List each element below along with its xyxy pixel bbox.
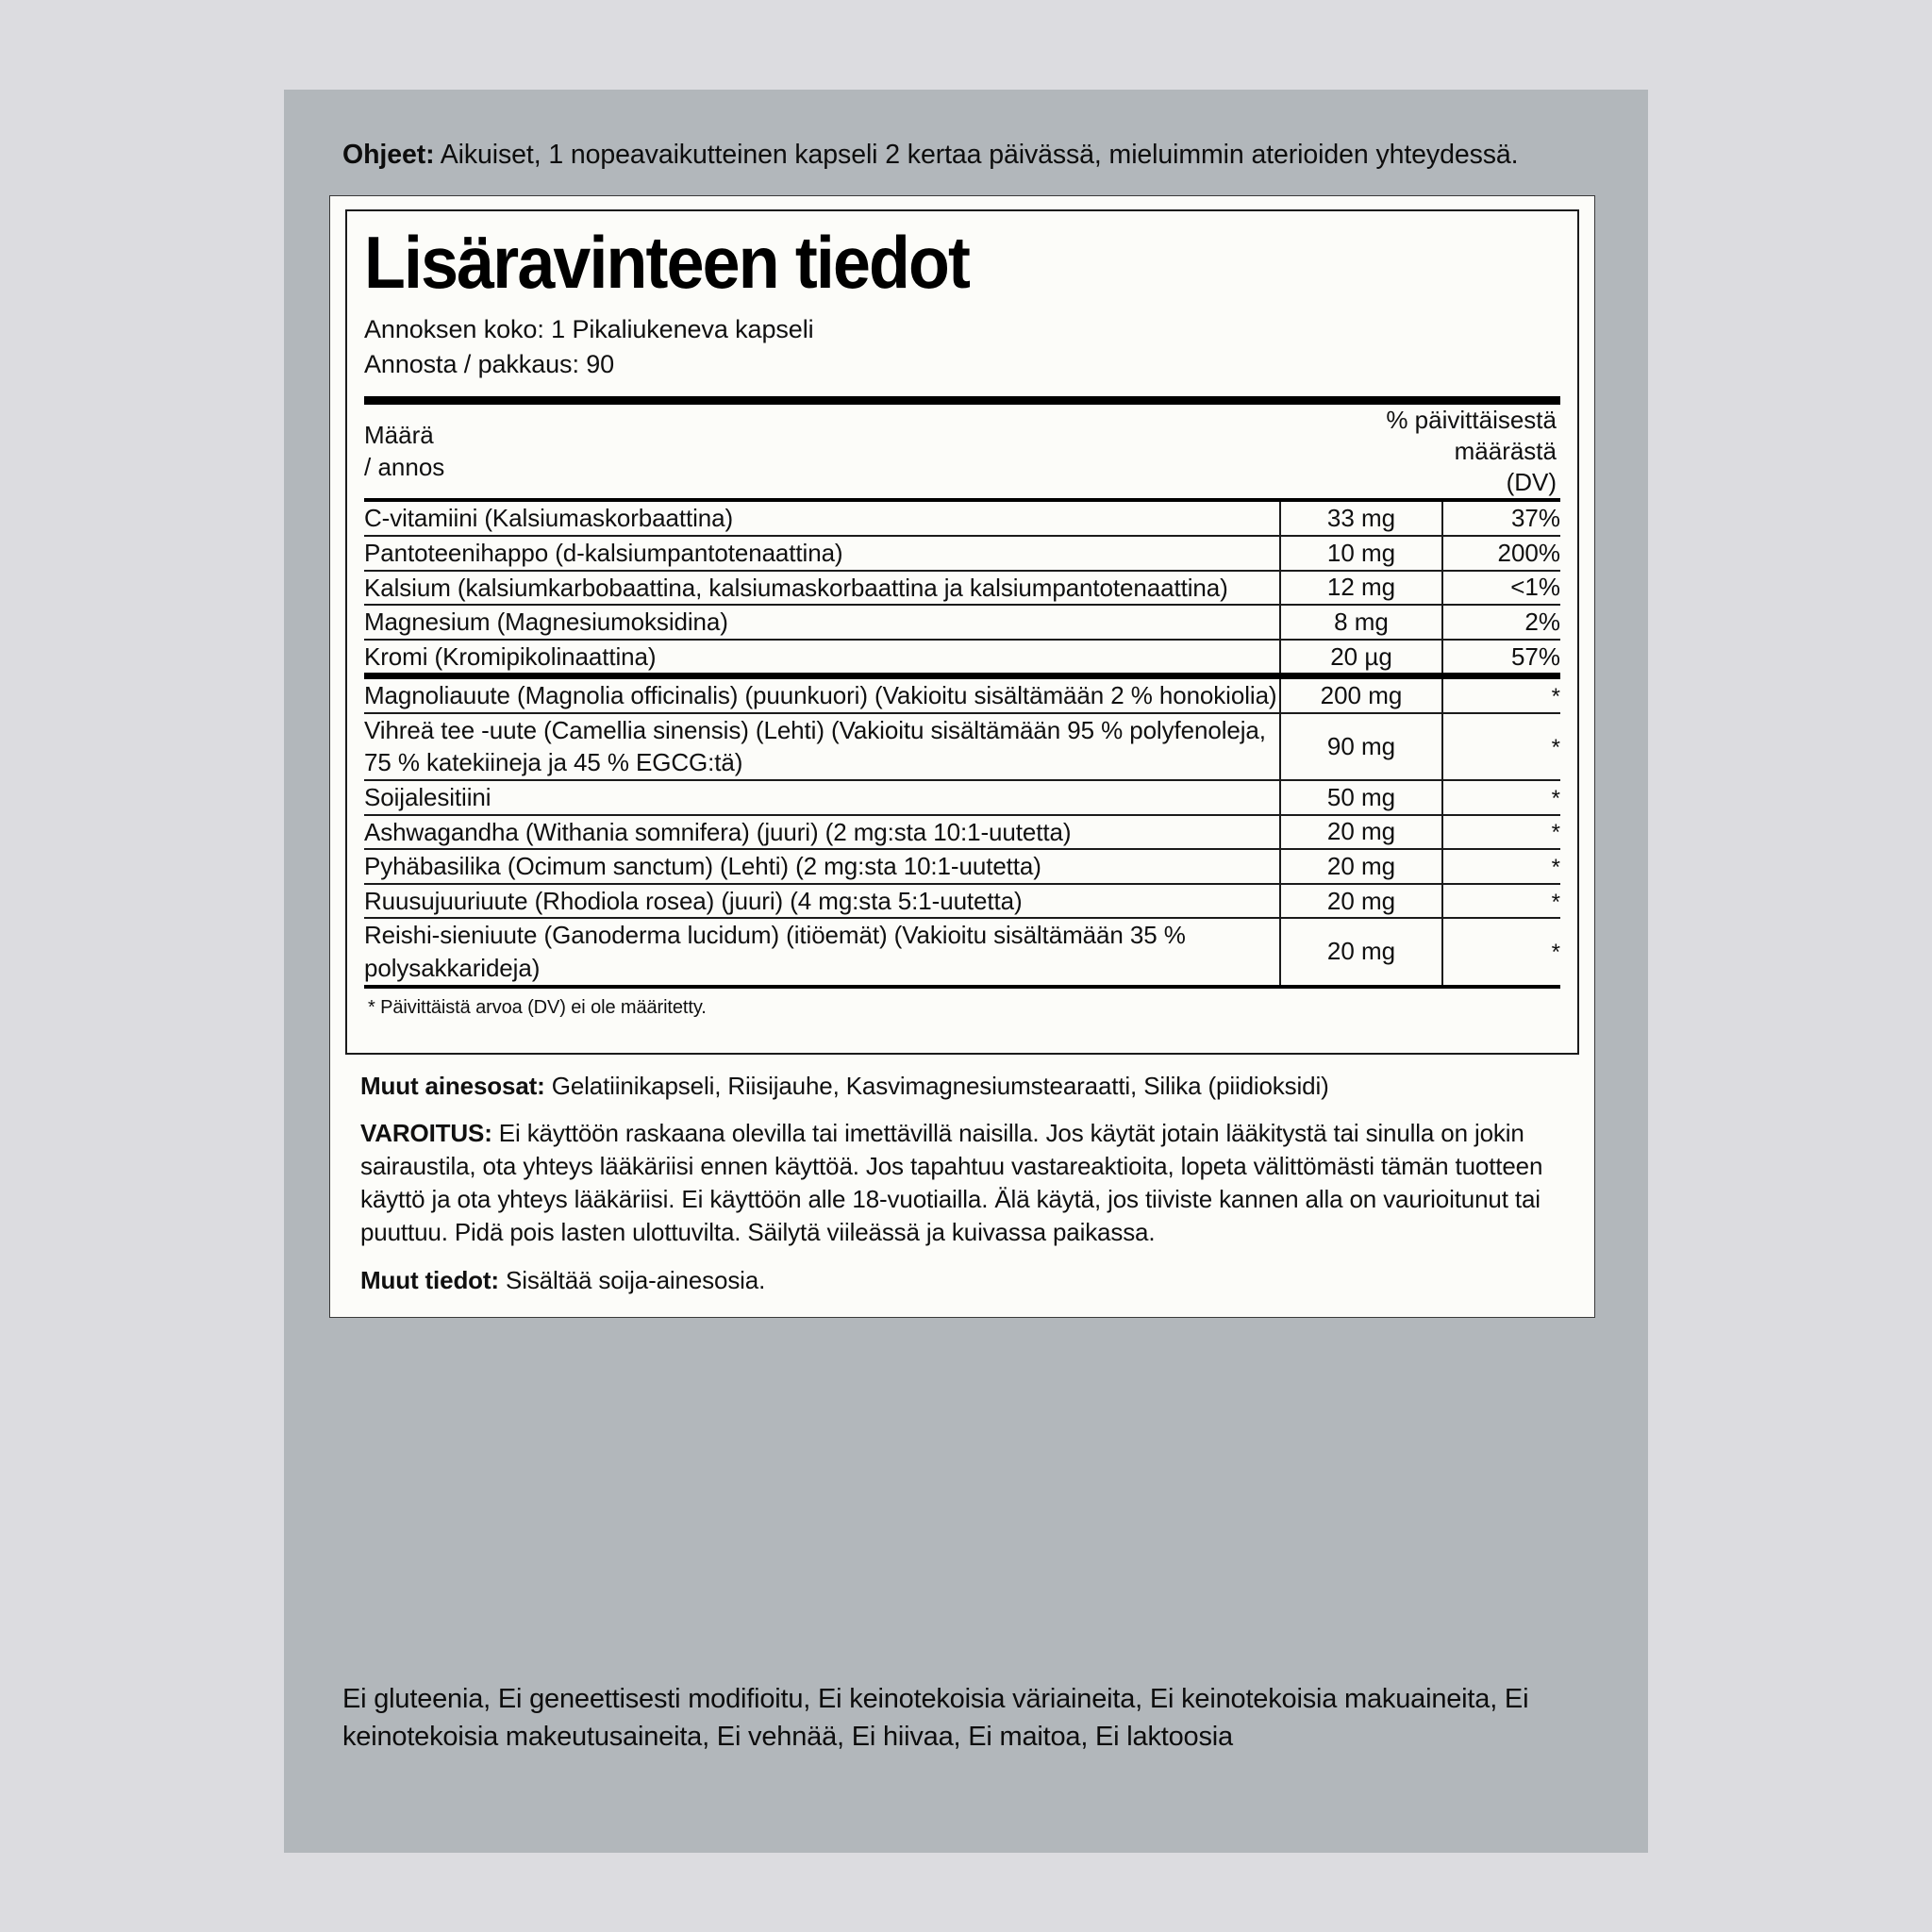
nutrient-daily-value: * (1442, 918, 1560, 984)
nutrient-name: Ashwagandha (Withania somnifera) (juuri) (2 mg:sta 10:1-uutetta) (364, 815, 1280, 850)
other-info-label: Muut tiedot: (360, 1265, 499, 1294)
header-top-rule (364, 396, 1560, 405)
directions-label: Ohjeet: (342, 140, 435, 170)
table-row (364, 605, 1560, 640)
amount-header-line2: / annos (364, 452, 445, 481)
supplement-facts-table (364, 405, 1560, 499)
nutrient-daily-value: * (1442, 849, 1560, 884)
table-row (364, 780, 1560, 815)
other-ingredients-text: Gelatiinikapseli, Riisijauhe, Kasvimagnesiumstearaatti, Silika (piidioksidi) (544, 1071, 1329, 1100)
nutrient-name: Magnesium (Magnesiumoksidina) (364, 605, 1280, 640)
free-from-claims: Ei gluteenia, Ei geneettisesti modifioitu, Ei keinotekoisia väriaineita, Ei keinotekoisia makuaineita, Ei keinotekoisia makeutusaineita, Ei vehnää, Ei hiivaa, Ei maitoa, Ei laktoosia (342, 1684, 1529, 1753)
supplement-rows-table (364, 502, 1560, 984)
other-ingredients (360, 1070, 1564, 1103)
supplement-facts-title: Lisäravinteen tiedot (364, 221, 970, 304)
table-row (364, 640, 1560, 676)
other-ingredients-label: Muut ainesosat: (360, 1071, 545, 1100)
nutrient-name: Kromi (Kromipikolinaattina) (364, 640, 1280, 676)
nutrient-amount: 12 mg (1280, 571, 1442, 606)
nutrient-daily-value: * (1442, 780, 1560, 815)
table-row (364, 884, 1560, 919)
nutrient-amount: 33 mg (1280, 502, 1442, 536)
table-row (364, 815, 1560, 850)
nutrient-name: Vihreä tee -uute (Camellia sinensis) (Lehti) (Vakioitu sisältämään 95 % polyfenoleja, 75 % katekiineja ja 45 % EGCG:tä) (364, 713, 1280, 780)
nutrient-amount: 20 mg (1280, 815, 1442, 850)
nutrient-daily-value: * (1442, 713, 1560, 780)
nutrient-amount: 20 mg (1280, 918, 1442, 984)
nutrient-amount: 200 mg (1280, 676, 1442, 713)
other-info (360, 1264, 1564, 1297)
dv-header-line1: % päivittäisestä (1386, 405, 1557, 434)
table-header-row (364, 405, 1560, 499)
nutrient-amount: 50 mg (1280, 780, 1442, 815)
nutrient-daily-value: 37% (1442, 502, 1560, 536)
supplement-facts-box (345, 209, 1579, 1055)
dv-header-line3: (DV) (1506, 468, 1557, 497)
nutrient-daily-value: 57% (1442, 640, 1560, 676)
dv-header-line2: määrästä (1454, 436, 1557, 465)
nutrient-daily-value: * (1442, 676, 1560, 713)
label-footer (330, 1055, 1594, 1318)
serving-size: Annoksen koko: 1 Pikaliukeneva kapseli (364, 315, 814, 344)
nutrient-rows (364, 502, 1560, 984)
label-panel (284, 90, 1648, 1853)
amount-header-line1: Määrä (364, 421, 434, 450)
amount-header (364, 405, 742, 499)
nutrient-amount: 8 mg (1280, 605, 1442, 640)
warning-text: Ei käyttöön raskaana olevilla tai imettävillä naisilla. Jos käytät jotain lääkitystä tai sinulla on jokin sairaustila, ota yhteys lääkäriisi ennen käyttöä. Jos tapahtuu vastareaktioita, lopeta välittömästi tämän tuotteen käyttö ja ota yhteys lääkäriisi. Ei käyttöön alle 18-vuotiailla. Älä käytä, jos tiiviste kannen alla on vaurioitunut tai puuttuu. Pidä pois lasten ulottuvilta. Säilytä viileässä ja kuivassa paikassa. (360, 1119, 1543, 1246)
table-row (364, 502, 1560, 536)
other-info-text: Sisältää soija-ainesosia. (498, 1265, 766, 1294)
nutrient-amount: 20 mg (1280, 884, 1442, 919)
nutrient-name: Kalsium (kalsiumkarbobaattina, kalsiumaskorbaattina ja kalsiumpantotenaattina) (364, 571, 1280, 606)
nutrient-amount: 90 mg (1280, 713, 1442, 780)
nutrient-amount: 20 mg (1280, 849, 1442, 884)
supplement-label-card (329, 195, 1595, 1318)
nutrient-daily-value: * (1442, 815, 1560, 850)
table-row (364, 849, 1560, 884)
nutrient-name: Reishi-sieniuute (Ganoderma lucidum) (itiöemät) (Vakioitu sisältämään 35 % polysakkarideja) (364, 918, 1280, 984)
nutrient-name: Pyhäbasilika (Ocimum sanctum) (Lehti) (2 mg:sta 10:1-uutetta) (364, 849, 1280, 884)
nutrient-name: Ruusujuuriuute (Rhodiola rosea) (juuri) (4 mg:sta 5:1-uutetta) (364, 884, 1280, 919)
nutrient-amount: 10 mg (1280, 536, 1442, 571)
nutrient-name: Soijalesitiini (364, 780, 1280, 815)
nutrient-daily-value: 200% (1442, 536, 1560, 571)
dv-header (742, 405, 1560, 499)
nutrient-name: C-vitamiini (Kalsiumaskorbaattina) (364, 504, 734, 533)
table-row (364, 676, 1560, 713)
nutrient-name: Pantoteenihappo (d-kalsiumpantotenaattina) (364, 536, 1280, 571)
nutrient-amount: 20 µg (1280, 640, 1442, 676)
table-row (364, 571, 1560, 606)
nutrient-daily-value: <1% (1442, 571, 1560, 606)
directions-line (342, 139, 1597, 173)
warning (360, 1117, 1564, 1248)
nutrient-name: Magnoliauute (Magnolia officinalis) (puunkuori) (Vakioitu sisältämään 2 % honokiolia) (364, 676, 1280, 713)
dv-footnote: * Päivittäistä arvoa (DV) ei ole määritetty. (368, 996, 707, 1018)
table-row (364, 713, 1560, 780)
servings-per-container: Annosta / pakkaus: 90 (364, 350, 615, 379)
supplement-facts-body (364, 405, 1560, 499)
table-row (364, 918, 1560, 984)
nutrient-daily-value: * (1442, 884, 1560, 919)
table-row (364, 536, 1560, 571)
directions-text: Aikuiset, 1 nopeavaikutteinen kapseli 2 kertaa päivässä, mieluimmin aterioiden yhteydessä. (434, 140, 1519, 170)
nutrient-daily-value: 2% (1442, 605, 1560, 640)
warning-label: VAROITUS: (360, 1119, 492, 1148)
